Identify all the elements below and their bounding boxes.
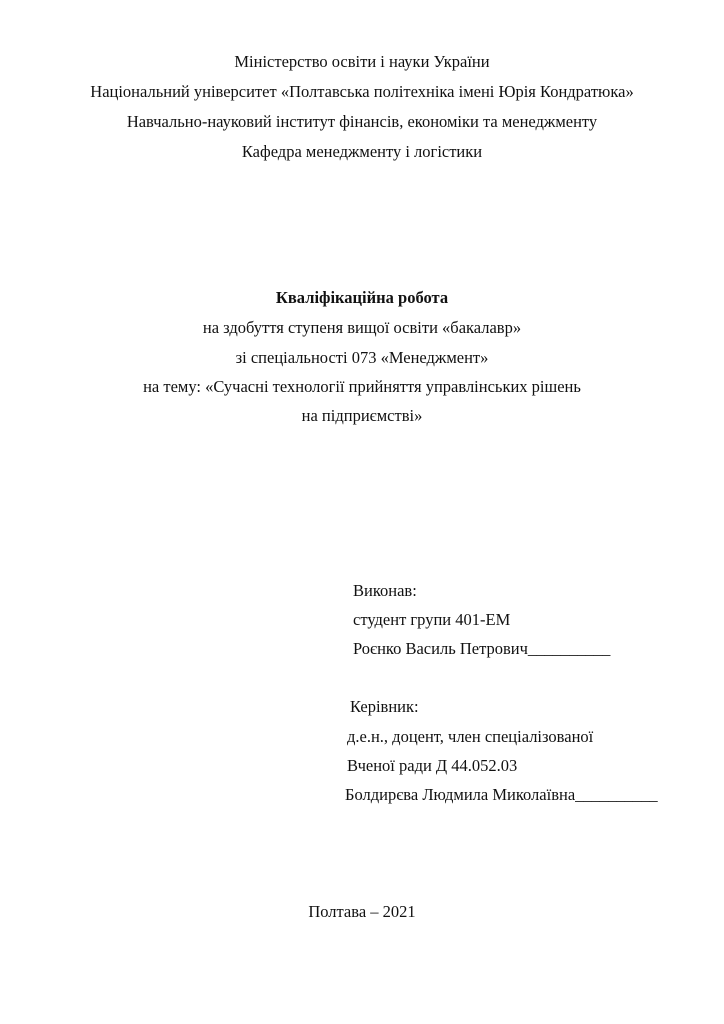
topic-line-1: на тему: «Сучасні технології прийняття управлінських рішень [143, 377, 581, 396]
supervisor-name-signature: Болдирєва Людмила Миколаївна__________ [345, 785, 658, 804]
ministry-line: Міністерство освіти і науки України [234, 52, 490, 71]
department-line: Кафедра менеджменту і логістики [241, 142, 483, 161]
author-label: Виконав: [353, 581, 417, 600]
institute-line: Навчально-науковий інститут фінансів, економіки та менеджменту [126, 112, 598, 131]
supervisor-label: Керівник: [350, 697, 419, 716]
supervisor-title-1: д.е.н., доцент, член спеціалізованої [347, 727, 594, 746]
university-line: Національний університет «Полтавська політехніка імені Юрія Кондратюка» [90, 82, 634, 101]
work-title: Кваліфікаційна робота [275, 288, 449, 307]
author-name-signature: Роєнко Василь Петрович__________ [353, 639, 611, 658]
specialty-line: зі спеціальності 073 «Менеджмент» [235, 348, 489, 367]
topic-line-2: на підприємстві» [301, 406, 423, 425]
author-group: студент групи 401-ЕМ [353, 610, 511, 629]
supervisor-title-2: Вченої ради Д 44.052.03 [347, 756, 518, 775]
city-year: Полтава – 2021 [308, 902, 416, 921]
degree-line: на здобуття ступеня вищої освіти «бакалавр» [202, 318, 522, 337]
